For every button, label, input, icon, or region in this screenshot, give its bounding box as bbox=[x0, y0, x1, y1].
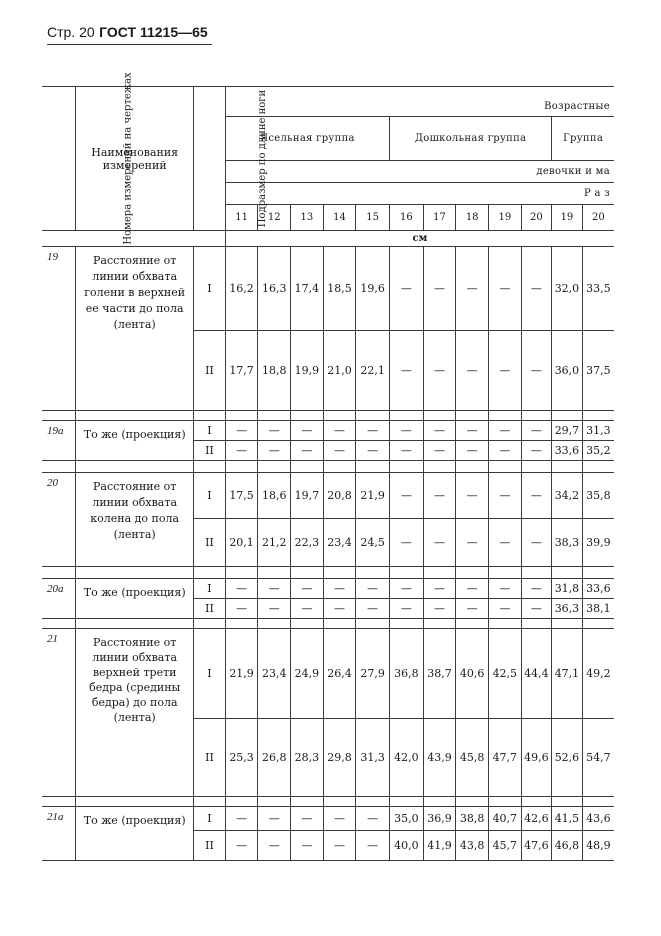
gap-cell bbox=[489, 619, 522, 629]
size-header-cell: 11 bbox=[225, 205, 258, 231]
gender-header: девочки и ма bbox=[225, 161, 614, 183]
value-cell: — bbox=[423, 599, 456, 619]
size-header-cell: 14 bbox=[323, 205, 356, 231]
gap-cell bbox=[489, 411, 522, 421]
col-header-number bbox=[42, 71, 134, 245]
value-cell: 20,1 bbox=[225, 519, 258, 567]
row-gap bbox=[42, 797, 614, 807]
gap-cell bbox=[258, 567, 291, 579]
value-cell: 17,7 bbox=[225, 331, 258, 411]
value-cell: — bbox=[456, 441, 489, 461]
value-cell: — bbox=[390, 473, 424, 519]
value-cell: — bbox=[390, 421, 424, 441]
value-cell: 41,9 bbox=[423, 831, 456, 861]
value-cell: — bbox=[323, 421, 356, 441]
value-cell: — bbox=[521, 473, 552, 519]
gap-cell bbox=[390, 567, 424, 579]
value-cell: — bbox=[456, 247, 489, 331]
value-cell: 19,9 bbox=[291, 331, 324, 411]
gap-cell bbox=[552, 797, 583, 807]
table-row bbox=[42, 629, 614, 719]
value-cell: 37,5 bbox=[582, 331, 614, 411]
subsize-roman: II bbox=[194, 331, 226, 411]
gap-cell bbox=[258, 797, 291, 807]
value-cell: 38,7 bbox=[423, 629, 456, 719]
value-cell: — bbox=[356, 579, 390, 599]
value-cell: 42,6 bbox=[521, 807, 552, 831]
value-cell: 35,2 bbox=[582, 441, 614, 461]
value-cell: — bbox=[323, 831, 356, 861]
value-cell: — bbox=[356, 831, 390, 861]
value-cell: — bbox=[258, 579, 291, 599]
gap-cell bbox=[225, 567, 258, 579]
table-row bbox=[42, 579, 614, 599]
value-cell: 19,6 bbox=[356, 247, 390, 331]
value-cell: — bbox=[225, 807, 258, 831]
gap-cell bbox=[456, 797, 489, 807]
value-cell: 32,0 bbox=[552, 247, 583, 331]
gap-cell bbox=[356, 797, 390, 807]
gap-cell bbox=[489, 461, 522, 473]
measurement-number: 21 bbox=[42, 629, 76, 797]
value-cell: — bbox=[423, 519, 456, 567]
gap-cell bbox=[456, 567, 489, 579]
value-cell: 24,9 bbox=[291, 629, 324, 719]
gap-cell bbox=[521, 411, 552, 421]
value-cell: 29,8 bbox=[323, 719, 356, 797]
size-header-cell: 19 bbox=[552, 205, 583, 231]
gap-cell bbox=[76, 619, 194, 629]
value-cell: — bbox=[291, 421, 324, 441]
value-cell: 22,3 bbox=[291, 519, 324, 567]
value-cell: — bbox=[489, 421, 522, 441]
value-cell: 23,4 bbox=[258, 629, 291, 719]
value-cell: — bbox=[521, 519, 552, 567]
gap-cell bbox=[42, 411, 76, 421]
gap-cell bbox=[291, 797, 324, 807]
value-cell: — bbox=[423, 247, 456, 331]
gap-cell bbox=[423, 567, 456, 579]
table-row bbox=[42, 473, 614, 519]
gap-cell bbox=[489, 797, 522, 807]
measurement-name: Расстояние от линии обхвата голени в верхней ее части до пола (лента) bbox=[76, 247, 194, 411]
gap-cell bbox=[552, 411, 583, 421]
gap-cell bbox=[42, 461, 76, 473]
value-cell: 43,6 bbox=[582, 807, 614, 831]
value-cell: 54,7 bbox=[582, 719, 614, 797]
value-cell: 24,5 bbox=[356, 519, 390, 567]
gap-cell bbox=[390, 797, 424, 807]
gap-cell bbox=[582, 461, 614, 473]
value-cell: 47,7 bbox=[489, 719, 522, 797]
value-cell: — bbox=[423, 579, 456, 599]
size-header-cell: 17 bbox=[423, 205, 456, 231]
value-cell: 39,9 bbox=[582, 519, 614, 567]
value-cell: — bbox=[489, 441, 522, 461]
size-header-cell: 19 bbox=[489, 205, 522, 231]
value-cell: 49,6 bbox=[521, 719, 552, 797]
gap-cell bbox=[194, 411, 226, 421]
value-cell: 17,4 bbox=[291, 247, 324, 331]
value-cell: 20,8 bbox=[323, 473, 356, 519]
value-cell: — bbox=[521, 599, 552, 619]
gap-cell bbox=[552, 461, 583, 473]
header-underline bbox=[47, 44, 212, 45]
gap-cell bbox=[356, 411, 390, 421]
gap-cell bbox=[582, 797, 614, 807]
gap-cell bbox=[225, 461, 258, 473]
value-cell: 38,8 bbox=[456, 807, 489, 831]
gap-cell bbox=[456, 619, 489, 629]
value-cell: — bbox=[390, 441, 424, 461]
row-gap bbox=[42, 461, 614, 473]
value-cell: — bbox=[356, 807, 390, 831]
gap-cell bbox=[225, 619, 258, 629]
value-cell: 18,8 bbox=[258, 331, 291, 411]
value-cell: — bbox=[390, 247, 424, 331]
measurement-number: 19а bbox=[42, 421, 76, 461]
value-cell: — bbox=[225, 599, 258, 619]
value-cell: 16,3 bbox=[258, 247, 291, 331]
gap-cell bbox=[323, 619, 356, 629]
measurement-name: То же (проекция) bbox=[76, 807, 194, 861]
value-cell: — bbox=[390, 331, 424, 411]
gap-cell bbox=[42, 619, 76, 629]
col-header-number-text: Номера измерений на чертежах bbox=[122, 71, 134, 245]
measurement-name: То же (проекция) bbox=[76, 579, 194, 619]
row-gap bbox=[42, 411, 614, 421]
gap-cell bbox=[291, 567, 324, 579]
gap-cell bbox=[552, 619, 583, 629]
measurement-number: 21а bbox=[42, 807, 76, 861]
value-cell: 38,1 bbox=[582, 599, 614, 619]
value-cell: 26,8 bbox=[258, 719, 291, 797]
row-gap bbox=[42, 567, 614, 579]
value-cell: — bbox=[225, 421, 258, 441]
value-cell: — bbox=[456, 599, 489, 619]
size-header-cell: 13 bbox=[291, 205, 324, 231]
col-header-name bbox=[76, 87, 194, 231]
value-cell: — bbox=[258, 599, 291, 619]
value-cell: 34,2 bbox=[552, 473, 583, 519]
subsize-roman: II bbox=[194, 831, 226, 861]
group-preschool: Дошкольная группа bbox=[390, 117, 552, 161]
size-header: Р а з bbox=[225, 183, 614, 205]
value-cell: 48,9 bbox=[582, 831, 614, 861]
size-header-cell: 18 bbox=[456, 205, 489, 231]
measurement-table bbox=[42, 71, 614, 861]
row-gap bbox=[42, 619, 614, 629]
value-cell: — bbox=[225, 579, 258, 599]
value-cell: 40,6 bbox=[456, 629, 489, 719]
value-cell: — bbox=[225, 831, 258, 861]
value-cell: 43,8 bbox=[456, 831, 489, 861]
value-cell: 31,3 bbox=[356, 719, 390, 797]
value-cell: — bbox=[521, 421, 552, 441]
value-cell: 23,4 bbox=[323, 519, 356, 567]
value-cell: — bbox=[225, 441, 258, 461]
table-row bbox=[42, 807, 614, 831]
gap-cell bbox=[390, 411, 424, 421]
age-header bbox=[225, 87, 614, 117]
gap-cell bbox=[423, 461, 456, 473]
gap-cell bbox=[521, 797, 552, 807]
value-cell: — bbox=[356, 441, 390, 461]
subsize-roman: II bbox=[194, 519, 226, 567]
measurement-number: 20а bbox=[42, 579, 76, 619]
subsize-roman: I bbox=[194, 421, 226, 441]
value-cell: — bbox=[456, 579, 489, 599]
value-cell: — bbox=[258, 831, 291, 861]
value-cell: — bbox=[489, 331, 522, 411]
group-next: Группа bbox=[552, 117, 614, 161]
table-row bbox=[42, 421, 614, 441]
value-cell: 19,7 bbox=[291, 473, 324, 519]
value-cell: — bbox=[323, 579, 356, 599]
gap-cell bbox=[76, 411, 194, 421]
value-cell: — bbox=[423, 441, 456, 461]
table-row bbox=[42, 247, 614, 331]
value-cell: — bbox=[521, 331, 552, 411]
gap-cell bbox=[521, 619, 552, 629]
value-cell: — bbox=[258, 807, 291, 831]
unit-label: см bbox=[225, 231, 614, 247]
gap-cell bbox=[456, 411, 489, 421]
value-cell: 36,3 bbox=[552, 599, 583, 619]
col-header-subsize-text: Подразмер по длине ноги bbox=[257, 89, 269, 227]
gap-cell bbox=[423, 411, 456, 421]
value-cell: 46,8 bbox=[552, 831, 583, 861]
value-cell: — bbox=[521, 247, 552, 331]
page-label: Стр. 20 bbox=[47, 24, 95, 40]
value-cell: 40,0 bbox=[390, 831, 424, 861]
value-cell: 25,3 bbox=[225, 719, 258, 797]
value-cell: 18,6 bbox=[258, 473, 291, 519]
gap-cell bbox=[76, 797, 194, 807]
value-cell: — bbox=[456, 473, 489, 519]
value-cell: 52,6 bbox=[552, 719, 583, 797]
subsize-roman: II bbox=[194, 441, 226, 461]
col-header-name-text: Наименования измерений bbox=[91, 145, 179, 172]
value-cell: — bbox=[456, 331, 489, 411]
gap-cell bbox=[456, 461, 489, 473]
gap-cell bbox=[258, 411, 291, 421]
gap-cell bbox=[76, 461, 194, 473]
value-cell: 36,0 bbox=[552, 331, 583, 411]
value-cell: — bbox=[390, 519, 424, 567]
gap-cell bbox=[390, 461, 424, 473]
value-cell: 21,9 bbox=[356, 473, 390, 519]
value-cell: — bbox=[291, 831, 324, 861]
gap-cell bbox=[291, 619, 324, 629]
value-cell: 22,1 bbox=[356, 331, 390, 411]
value-cell: — bbox=[456, 519, 489, 567]
gap-cell bbox=[521, 567, 552, 579]
value-cell: — bbox=[489, 579, 522, 599]
value-cell: 16,2 bbox=[225, 247, 258, 331]
value-cell: — bbox=[489, 599, 522, 619]
value-cell: 17,5 bbox=[225, 473, 258, 519]
value-cell: 47,1 bbox=[552, 629, 583, 719]
group-nursery: Ясельная группа bbox=[225, 117, 389, 161]
value-cell: — bbox=[323, 441, 356, 461]
gap-cell bbox=[225, 411, 258, 421]
gap-cell bbox=[42, 567, 76, 579]
gap-cell bbox=[390, 619, 424, 629]
value-cell: — bbox=[390, 579, 424, 599]
value-cell: — bbox=[291, 599, 324, 619]
value-cell: — bbox=[489, 473, 522, 519]
subsize-roman: I bbox=[194, 629, 226, 719]
value-cell: 29,7 bbox=[552, 421, 583, 441]
size-header-cell: 12 bbox=[258, 205, 291, 231]
value-cell: 36,8 bbox=[390, 629, 424, 719]
value-cell: 21,9 bbox=[225, 629, 258, 719]
value-cell: 40,7 bbox=[489, 807, 522, 831]
value-cell: — bbox=[291, 441, 324, 461]
gap-cell bbox=[423, 619, 456, 629]
gap-cell bbox=[76, 567, 194, 579]
gap-cell bbox=[582, 619, 614, 629]
gap-cell bbox=[225, 797, 258, 807]
gap-cell bbox=[582, 411, 614, 421]
value-cell: 47,6 bbox=[521, 831, 552, 861]
value-cell: — bbox=[489, 247, 522, 331]
gap-cell bbox=[552, 567, 583, 579]
gap-cell bbox=[42, 797, 76, 807]
gap-cell bbox=[258, 461, 291, 473]
value-cell: 49,2 bbox=[582, 629, 614, 719]
gap-cell bbox=[356, 567, 390, 579]
gap-cell bbox=[521, 461, 552, 473]
gap-cell bbox=[323, 797, 356, 807]
value-cell: — bbox=[323, 807, 356, 831]
value-cell: — bbox=[258, 421, 291, 441]
gap-cell bbox=[356, 461, 390, 473]
gap-cell bbox=[323, 461, 356, 473]
gap-cell bbox=[291, 411, 324, 421]
measurement-number: 20 bbox=[42, 473, 76, 567]
subsize-roman: II bbox=[194, 719, 226, 797]
value-cell: — bbox=[390, 599, 424, 619]
value-cell: — bbox=[291, 807, 324, 831]
gap-cell bbox=[323, 567, 356, 579]
gap-cell bbox=[582, 567, 614, 579]
page-header bbox=[47, 24, 208, 41]
measurement-number: 19 bbox=[42, 247, 76, 411]
value-cell: — bbox=[423, 421, 456, 441]
subsize-roman: I bbox=[194, 807, 226, 831]
subsize-roman: I bbox=[194, 247, 226, 331]
size-header-cell: 15 bbox=[356, 205, 390, 231]
value-cell: — bbox=[521, 441, 552, 461]
size-header-cell: 20 bbox=[521, 205, 552, 231]
value-cell: 36,9 bbox=[423, 807, 456, 831]
value-cell: 28,3 bbox=[291, 719, 324, 797]
gap-cell bbox=[489, 567, 522, 579]
value-cell: — bbox=[423, 473, 456, 519]
value-cell: 42,5 bbox=[489, 629, 522, 719]
value-cell: 33,5 bbox=[582, 247, 614, 331]
subsize-roman: II bbox=[194, 599, 226, 619]
gap-cell bbox=[323, 411, 356, 421]
value-cell: 27,9 bbox=[356, 629, 390, 719]
value-cell: 33,6 bbox=[552, 441, 583, 461]
size-header-cell: 20 bbox=[582, 205, 614, 231]
value-cell: — bbox=[323, 599, 356, 619]
gap-cell bbox=[194, 461, 226, 473]
value-cell: 45,8 bbox=[456, 719, 489, 797]
value-cell: — bbox=[356, 599, 390, 619]
value-cell: 35,0 bbox=[390, 807, 424, 831]
value-cell: 45,7 bbox=[489, 831, 522, 861]
value-cell: 31,3 bbox=[582, 421, 614, 441]
gap-cell bbox=[194, 797, 226, 807]
value-cell: 18,5 bbox=[323, 247, 356, 331]
age-header-text: Возрастные bbox=[544, 101, 610, 112]
value-cell: 44,4 bbox=[521, 629, 552, 719]
measurement-name: Расстояние от линии обхвата колена до пола (лента) bbox=[76, 473, 194, 567]
value-cell: 41,5 bbox=[552, 807, 583, 831]
value-cell: 42,0 bbox=[390, 719, 424, 797]
value-cell: — bbox=[489, 519, 522, 567]
gap-cell bbox=[194, 619, 226, 629]
measurement-name: То же (проекция) bbox=[76, 421, 194, 461]
value-cell: — bbox=[456, 421, 489, 441]
value-cell: — bbox=[423, 331, 456, 411]
standard-title: ГОСТ 11215—65 bbox=[99, 24, 208, 40]
value-cell: — bbox=[521, 579, 552, 599]
gap-cell bbox=[194, 567, 226, 579]
measurement-name: Расстояние от линии обхвата верхней трети бедра (средины бедра) до пола (лента) bbox=[76, 629, 194, 797]
value-cell: 38,3 bbox=[552, 519, 583, 567]
value-cell: 21,0 bbox=[323, 331, 356, 411]
value-cell: 43,9 bbox=[423, 719, 456, 797]
value-cell: 26,4 bbox=[323, 629, 356, 719]
gap-cell bbox=[258, 619, 291, 629]
gap-cell bbox=[356, 619, 390, 629]
value-cell: — bbox=[356, 421, 390, 441]
subsize-roman: I bbox=[194, 473, 226, 519]
size-header-cell: 16 bbox=[390, 205, 424, 231]
value-cell: — bbox=[291, 579, 324, 599]
subsize-roman: I bbox=[194, 579, 226, 599]
value-cell: 33,6 bbox=[582, 579, 614, 599]
value-cell: 21,2 bbox=[258, 519, 291, 567]
value-cell: — bbox=[258, 441, 291, 461]
value-cell: 31,8 bbox=[552, 579, 583, 599]
value-cell: 35,8 bbox=[582, 473, 614, 519]
gap-cell bbox=[291, 461, 324, 473]
gap-cell bbox=[423, 797, 456, 807]
